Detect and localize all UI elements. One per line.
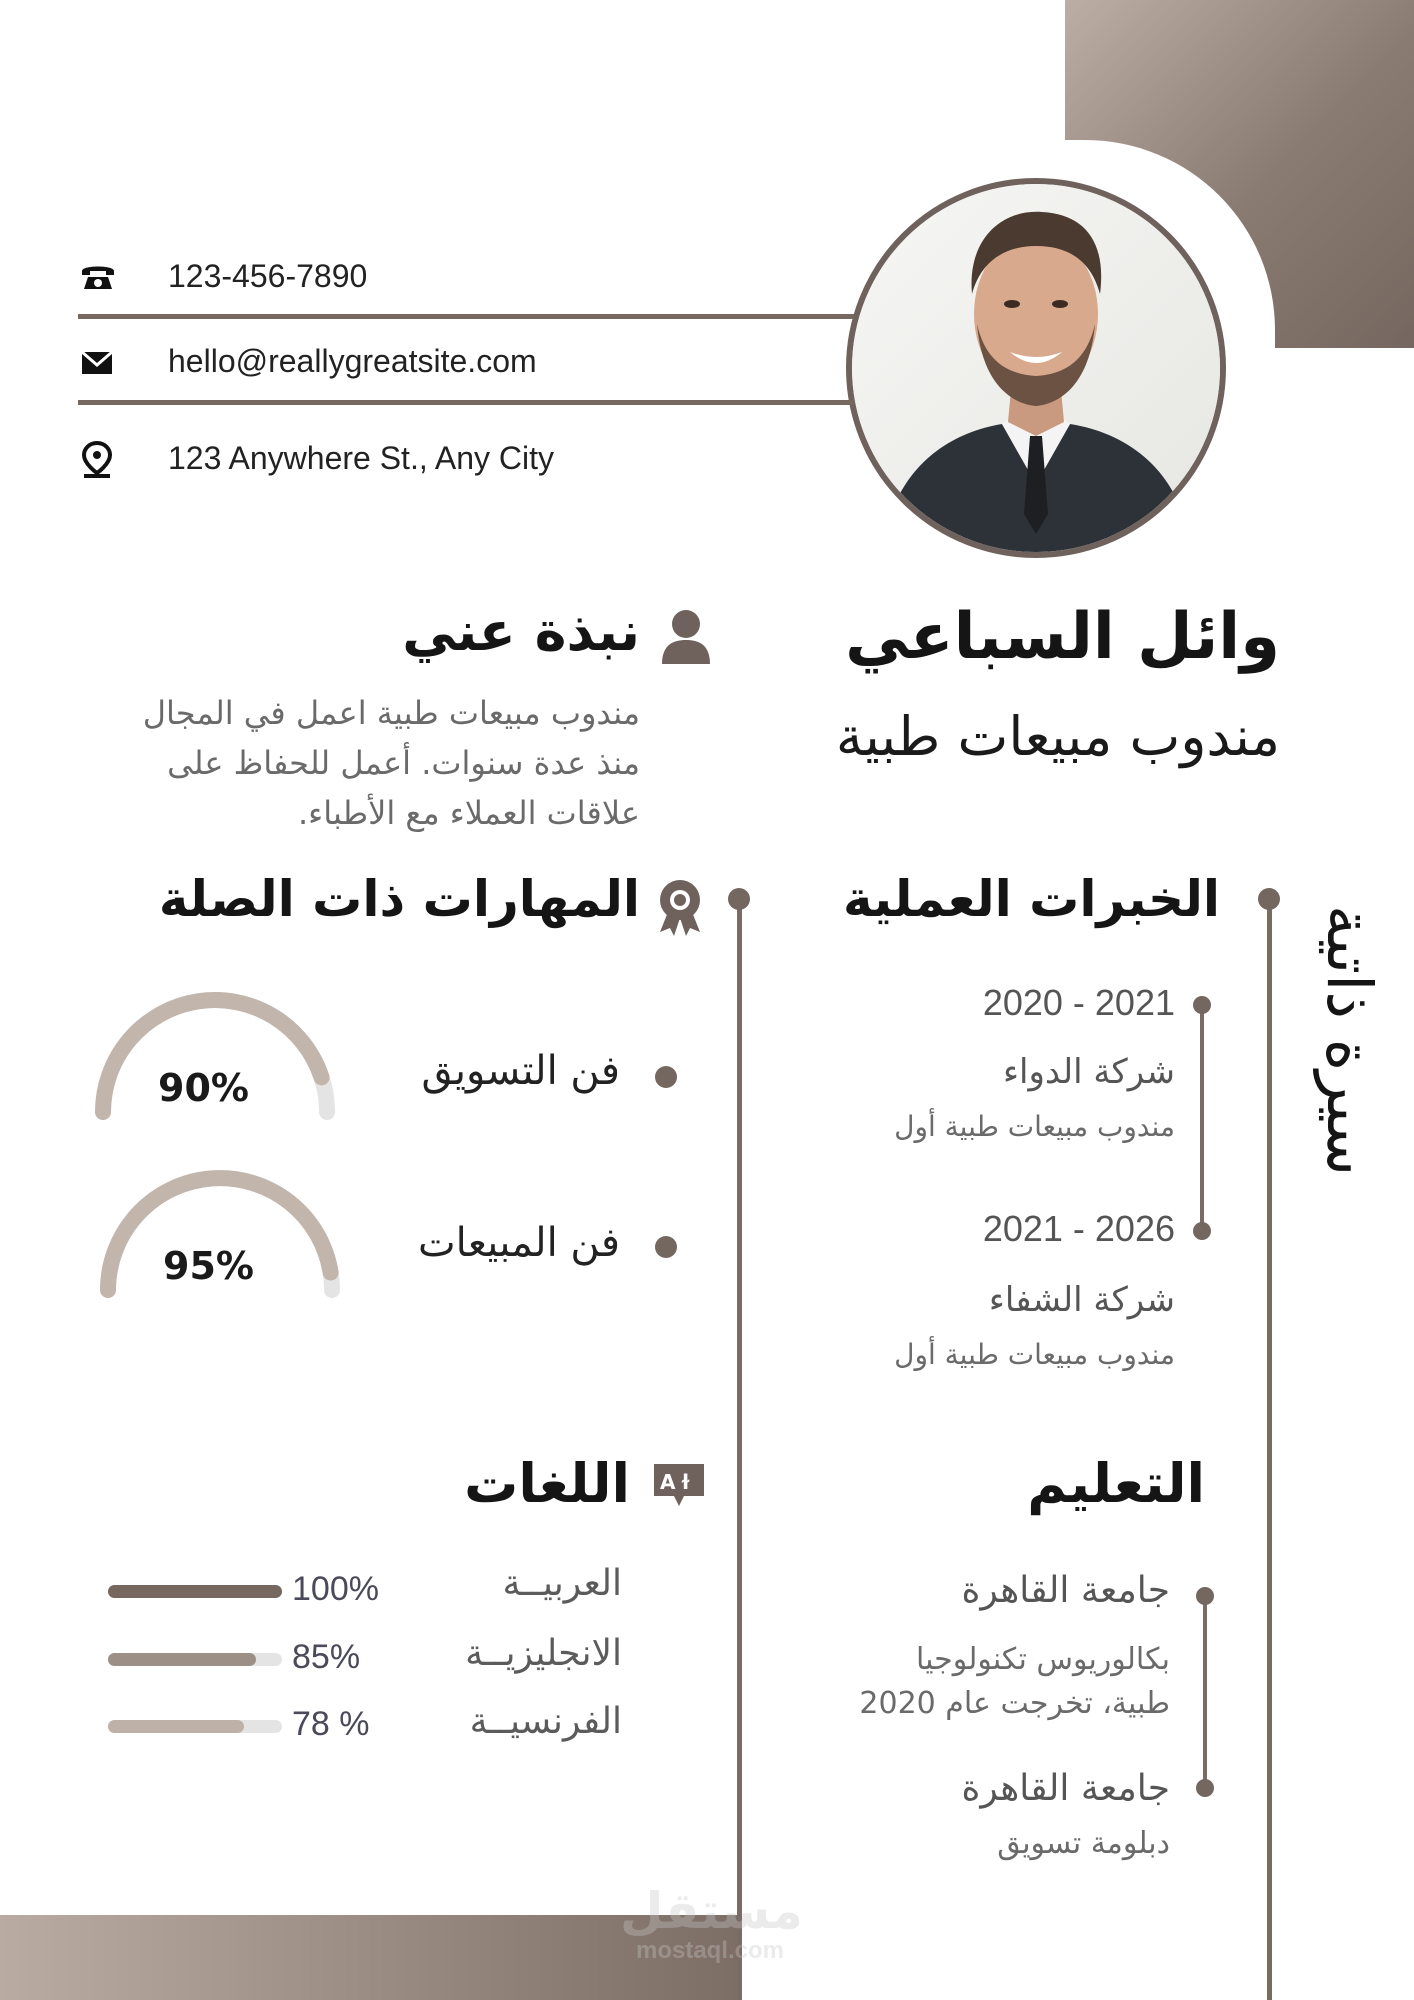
experience-line [1200,1005,1204,1231]
experience-role: مندوب مبيعات طبية أول [894,1338,1175,1371]
about-line: مندوب مبيعات طبية اعمل في المجال [142,694,640,732]
language-bar-track [108,1653,282,1666]
language-percent: 78 % [292,1705,370,1743]
language-name: الفرنسيــة [469,1701,622,1742]
education-dot [1196,1587,1214,1605]
languages-title: اللغات [464,1452,630,1515]
cv-vertical-label-wrapper [1290,880,1410,1200]
education-line-text: طبية، تخرجت عام 2020 [859,1686,1170,1721]
about-line: علاقات العملاء مع الأطباء. [298,794,640,832]
right-timeline-dot [1258,888,1280,910]
job-title: مندوب مبيعات طبية [835,705,1280,768]
right-timeline-line [1267,900,1272,2000]
education-line [1203,1598,1207,1788]
language-bar-track [108,1720,282,1733]
language-bar-fill [108,1585,282,1598]
education-line-text: بكالوريوس تكنولوجيا [915,1642,1170,1677]
watermark-latin: mostaql.com [635,1937,785,1964]
skills-title: المهارات ذات الصلة [158,870,640,928]
language-bar-fill [108,1653,256,1666]
language-name: العربيــة [502,1563,622,1604]
translate-icon [652,1462,706,1508]
user-icon [660,608,712,664]
envelope-icon [80,348,114,378]
svg-text:ɫ: ɫ [680,1470,692,1494]
watermark [620,1882,803,1965]
education-details: دبلومة تسويق [997,1826,1170,1861]
experience-period: 2026 - 2021 [982,1208,1175,1249]
education-school: جامعة القاهرة [961,1768,1170,1809]
location-pin-icon [80,440,114,480]
contact-divider [78,314,854,319]
center-divider-line [737,900,742,2000]
contact-divider [78,400,854,405]
phone-number[interactable]: 123-456-7890 [168,258,368,294]
skill-percent: 95% [163,1244,254,1288]
language-percent: 100% [292,1570,379,1608]
skill-bullet [655,1066,677,1088]
skill-percent: 90% [158,1066,249,1110]
experience-title: الخبرات العملية [842,870,1220,928]
cv-vertical-label: سيرة ذاتية [1313,904,1387,1176]
full-name: وائل السباعي [845,600,1280,674]
language-percent: 85% [292,1638,361,1676]
center-divider-dot [728,888,750,910]
education-title: التعليم [1027,1452,1205,1515]
phone-icon [78,257,118,297]
experience-role: مندوب مبيعات طبية أول [894,1110,1175,1143]
experience-dot [1193,996,1211,1014]
watermark-arabic: مستقل [620,1882,803,1940]
profile-photo [846,178,1226,558]
email-address[interactable]: hello@reallygreatsite.com [168,343,537,379]
experience-period: 2021 - 2020 [982,982,1175,1023]
about-title: نبذة عني [402,600,640,663]
language-bar-track [108,1585,282,1598]
svg-text:A: A [660,1470,676,1494]
education-dot [1196,1779,1214,1797]
experience-company: شركة الدواء [1003,1052,1175,1092]
language-bar-fill [108,1720,244,1733]
language-name: الانجليزيــة [465,1633,622,1674]
about-line: منذ عدة سنوات. أعمل للحفاظ على [167,744,640,782]
experience-company: شركة الشفاء [988,1280,1175,1320]
address: 123 Anywhere St., Any City [168,440,554,476]
experience-dot [1193,1222,1211,1240]
education-details [760,1638,1170,1726]
skill-name: فن المبيعات [418,1220,620,1266]
award-badge-icon [656,878,704,936]
skill-name: فن التسويق [421,1048,620,1094]
about-text [60,688,640,838]
education-school: جامعة القاهرة [961,1570,1170,1611]
skill-bullet [655,1236,677,1258]
